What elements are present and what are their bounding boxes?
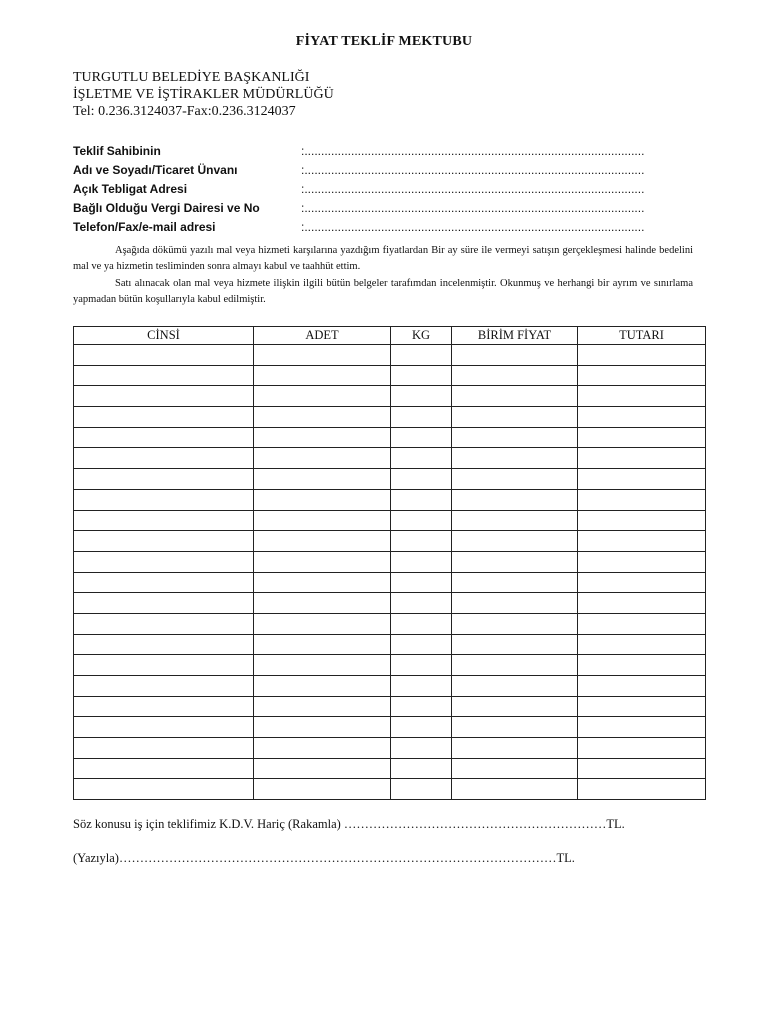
organization-name: TURGUTLU BELEDİYE BAŞKANLIĞI [73, 70, 310, 85]
bidder-fields [73, 142, 683, 237]
table-cell[interactable] [254, 489, 391, 510]
table-cell[interactable] [74, 345, 254, 366]
contact-phone-fax: Tel: 0.236.3124037-Fax:0.236.3124037 [73, 104, 296, 119]
field-blank[interactable]: :...................................................................................................... [301, 182, 645, 196]
table-cell[interactable] [452, 531, 578, 552]
table-row [74, 407, 706, 428]
table-cell[interactable] [578, 758, 706, 779]
table-cell[interactable] [74, 448, 254, 469]
table-cell[interactable] [391, 634, 452, 655]
table-cell[interactable] [74, 407, 254, 428]
table-cell[interactable] [578, 531, 706, 552]
field-blank[interactable]: :...................................................................................................... [301, 163, 645, 177]
table-row [74, 758, 706, 779]
table-row [74, 386, 706, 407]
table-cell[interactable] [578, 448, 706, 469]
table-cell[interactable] [578, 427, 706, 448]
table-cell[interactable] [452, 551, 578, 572]
field-blank[interactable]: :...................................................................................................... [301, 201, 645, 215]
table-row [74, 551, 706, 572]
table-row [74, 717, 706, 738]
table-cell[interactable] [74, 469, 254, 490]
organization-block [73, 69, 334, 120]
table-row [74, 696, 706, 717]
table-cell[interactable] [452, 469, 578, 490]
table-cell[interactable] [391, 345, 452, 366]
acceptance-paragraph: Satı alınacak olan mal veya hizmete ilişkin ilgili bütün belgeler tarafımdan incelenmiştir. Okunmuş ve herhangi bir ayrım ve sınırlama yapmadan bütün koşullarıyla kabul edilmiştir. [73, 278, 693, 305]
table-cell[interactable] [254, 469, 391, 490]
table-row [74, 779, 706, 800]
table-cell[interactable] [74, 634, 254, 655]
table-cell[interactable] [578, 489, 706, 510]
column-header-quantity: ADET [254, 327, 391, 345]
table-row [74, 634, 706, 655]
table-row [74, 510, 706, 531]
table-cell[interactable] [578, 696, 706, 717]
table-cell[interactable] [578, 634, 706, 655]
table-cell[interactable] [391, 655, 452, 676]
table-cell[interactable] [254, 531, 391, 552]
table-cell[interactable] [74, 613, 254, 634]
table-cell[interactable] [452, 634, 578, 655]
table-cell[interactable] [578, 407, 706, 428]
table-cell[interactable] [578, 655, 706, 676]
table-cell[interactable] [254, 593, 391, 614]
total-words-line: (Yazıyla)……………………………………………………………………………………………TL. [73, 851, 575, 865]
table-cell[interactable] [74, 779, 254, 800]
table-cell[interactable] [391, 551, 452, 572]
field-label: Adı ve Soyadı/Ticaret Ünvanı [73, 163, 238, 177]
field-row-address [73, 180, 683, 199]
table-cell[interactable] [578, 345, 706, 366]
table-row [74, 427, 706, 448]
field-blank[interactable]: :...................................................................................................... [301, 220, 645, 234]
table-body [74, 345, 706, 800]
table-cell[interactable] [452, 717, 578, 738]
table-cell[interactable] [254, 676, 391, 697]
table-cell[interactable] [578, 365, 706, 386]
table-cell[interactable] [391, 407, 452, 428]
table-cell[interactable] [578, 779, 706, 800]
table-cell[interactable] [74, 386, 254, 407]
table-cell[interactable] [391, 427, 452, 448]
field-label: Telefon/Fax/e-mail adresi [73, 220, 216, 234]
table-cell[interactable] [391, 510, 452, 531]
table-cell[interactable] [391, 779, 452, 800]
table-cell[interactable] [74, 696, 254, 717]
table-cell[interactable] [452, 738, 578, 759]
table-row [74, 448, 706, 469]
table-cell[interactable] [254, 345, 391, 366]
table-cell[interactable] [391, 531, 452, 552]
table-row [74, 613, 706, 634]
table-cell[interactable] [254, 551, 391, 572]
table-row [74, 365, 706, 386]
table-cell[interactable] [391, 572, 452, 593]
table-cell[interactable] [578, 469, 706, 490]
table-cell[interactable] [578, 551, 706, 572]
field-row-contact [73, 218, 683, 237]
table-cell[interactable] [578, 572, 706, 593]
table-cell[interactable] [254, 655, 391, 676]
table-cell[interactable] [74, 758, 254, 779]
table-cell[interactable] [391, 489, 452, 510]
table-cell[interactable] [578, 613, 706, 634]
column-header-total: TUTARI [578, 327, 706, 345]
table-cell[interactable] [74, 717, 254, 738]
table-cell[interactable] [452, 427, 578, 448]
items-table [73, 326, 706, 800]
column-header-type: CİNSİ [74, 327, 254, 345]
table-cell[interactable] [254, 758, 391, 779]
table-row [74, 738, 706, 759]
table-cell[interactable] [254, 634, 391, 655]
table-cell[interactable] [74, 510, 254, 531]
table-cell[interactable] [254, 696, 391, 717]
table-cell[interactable] [578, 593, 706, 614]
field-row-name [73, 161, 683, 180]
table-cell[interactable] [254, 572, 391, 593]
table-cell[interactable] [74, 572, 254, 593]
table-cell[interactable] [578, 738, 706, 759]
table-cell[interactable] [391, 469, 452, 490]
table-cell[interactable] [452, 758, 578, 779]
table-cell[interactable] [254, 448, 391, 469]
table-cell[interactable] [391, 365, 452, 386]
table-cell[interactable] [254, 365, 391, 386]
field-label: Teklif Sahibinin [73, 144, 161, 158]
table-cell[interactable] [74, 531, 254, 552]
column-header-kg: KG [391, 327, 452, 345]
table-row [74, 655, 706, 676]
table-cell[interactable] [254, 717, 391, 738]
table-cell[interactable] [452, 407, 578, 428]
field-label: Bağlı Olduğu Vergi Dairesi ve No [73, 201, 260, 215]
table-cell[interactable] [254, 738, 391, 759]
table-cell[interactable] [452, 345, 578, 366]
field-row-bidder [73, 142, 683, 161]
table-cell[interactable] [391, 386, 452, 407]
table-cell[interactable] [254, 386, 391, 407]
table-cell[interactable] [74, 427, 254, 448]
table-row [74, 489, 706, 510]
table-cell[interactable] [74, 489, 254, 510]
table-row [74, 572, 706, 593]
table-cell[interactable] [452, 448, 578, 469]
column-header-unit-price: BİRİM FİYAT [452, 327, 578, 345]
total-numeric-line: Söz konusu iş için teklifimiz K.D.V. Hariç (Rakamla) ………………………………………………………TL. [73, 817, 625, 831]
table-cell[interactable] [254, 613, 391, 634]
table-row [74, 531, 706, 552]
department-name: İŞLETME VE İŞTİRAKLER MÜDÜRLÜĞÜ [73, 87, 334, 102]
document-title: FİYAT TEKLİF MEKTUBU [295, 34, 473, 49]
table-cell[interactable] [391, 613, 452, 634]
table-cell[interactable] [578, 676, 706, 697]
table-cell[interactable] [578, 386, 706, 407]
table-cell[interactable] [254, 510, 391, 531]
table-row [74, 593, 706, 614]
table-row [74, 469, 706, 490]
table-cell[interactable] [452, 676, 578, 697]
table-cell[interactable] [452, 365, 578, 386]
table-cell[interactable] [74, 676, 254, 697]
table-cell[interactable] [452, 386, 578, 407]
table-cell[interactable] [254, 779, 391, 800]
table-cell[interactable] [452, 510, 578, 531]
table-cell[interactable] [391, 717, 452, 738]
commitment-paragraph: Aşağıda dökümü yazılı mal veya hizmeti karşılarına yazdığım fiyatlardan Bir ay süre ile vermeyi satışın gerçekleşmesi halinde bedelini mal ve ya hizmetin tesliminden sonra almayı kabul ve taahhüt ettim. [73, 245, 693, 272]
table-cell[interactable] [391, 696, 452, 717]
table-row [74, 345, 706, 366]
table-cell[interactable] [452, 593, 578, 614]
table-cell[interactable] [452, 779, 578, 800]
table-cell[interactable] [578, 510, 706, 531]
table-cell[interactable] [74, 655, 254, 676]
table-cell[interactable] [74, 593, 254, 614]
table-cell[interactable] [452, 572, 578, 593]
table-cell[interactable] [452, 489, 578, 510]
table-header-row [74, 327, 706, 345]
table-cell[interactable] [452, 613, 578, 634]
table-cell[interactable] [578, 717, 706, 738]
table-cell[interactable] [254, 407, 391, 428]
field-label: Açık Tebligat Adresi [73, 182, 188, 196]
table-row [74, 676, 706, 697]
table-cell[interactable] [74, 365, 254, 386]
field-row-tax-office [73, 199, 683, 218]
table-cell[interactable] [391, 593, 452, 614]
table-cell[interactable] [391, 676, 452, 697]
table-cell[interactable] [452, 655, 578, 676]
table-cell[interactable] [391, 448, 452, 469]
table-cell[interactable] [452, 696, 578, 717]
table-cell[interactable] [74, 738, 254, 759]
table-cell[interactable] [74, 551, 254, 572]
field-blank[interactable]: :...................................................................................................... [301, 144, 645, 158]
table-cell[interactable] [391, 758, 452, 779]
table-cell[interactable] [391, 738, 452, 759]
table-cell[interactable] [254, 427, 391, 448]
